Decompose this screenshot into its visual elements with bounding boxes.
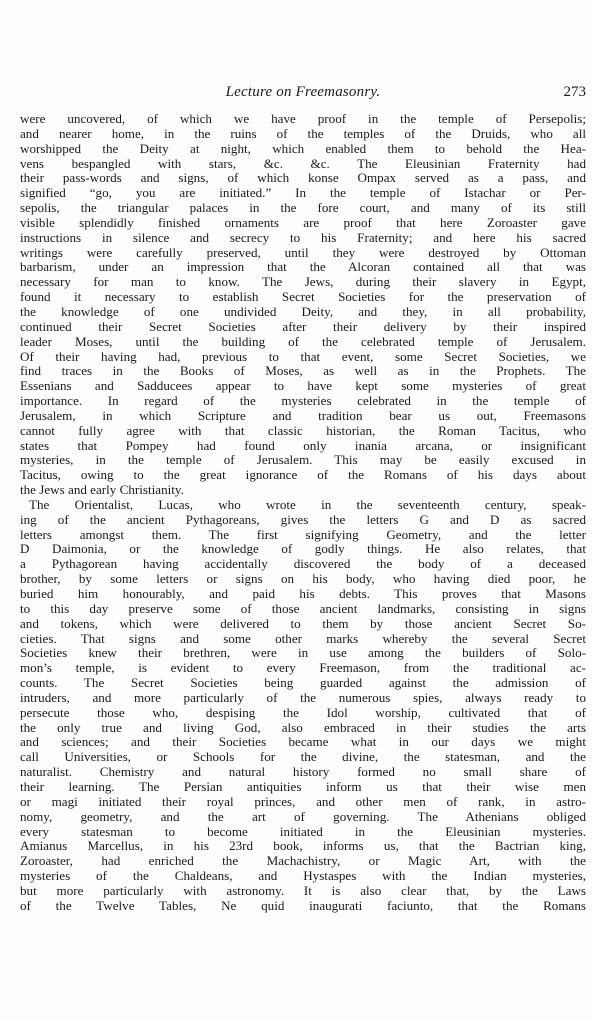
text-line: letters amongst them. The first signifying Geometry, and the letter	[20, 527, 586, 542]
paragraph-start-line: The Orientalist, Lucas, who wrote in the seventeenth century, speak-	[29, 497, 586, 512]
text-line: visible splendidly finished ornaments are proof that here Zoroaster gave	[20, 215, 586, 230]
text-line: find traces in the Books of Moses, as well as in the Prophets. The	[20, 364, 586, 379]
text-line: necessary for man to know. The Jews, during their slavery in Egypt,	[20, 275, 586, 290]
text-line: continued their Secret Societies after their delivery by their inspired	[20, 319, 586, 334]
text-line: cannot fully agree with that classic historian, the Roman Tacitus, who	[20, 423, 586, 438]
page-number: 273	[563, 84, 586, 100]
text-line: sepolis, the triangular palaces in the fore court, and many of its still	[20, 201, 586, 216]
text-line: instructions in silence and secrecy to his Fraternity; and here his sacred	[20, 230, 586, 245]
running-title: Lecture on Freemasonry.	[225, 84, 381, 100]
text-line: intruders, and more particularly of the numerous spies, always ready to	[20, 690, 586, 705]
text-line: call Universities, or Schools for the divine, the statesman, and the	[20, 750, 586, 765]
text-line: D Daimonia, or the knowledge of godly things. He also relates, that	[20, 542, 586, 557]
text-line: of the Twelve Tables, Ne quid inaugurati faciunto, that the Romans	[20, 898, 586, 913]
text-line: counts. The Secret Societies being guarded against the admission of	[20, 676, 586, 691]
body-text	[20, 112, 586, 914]
text-line: to this day preserve some of those ancient landmarks, consisting in signs	[20, 601, 586, 616]
text-line: were uncovered, of which we have proof in the temple of Persepolis;	[20, 112, 586, 126]
text-line: Amianus Marcellus, in his 23rd book, informs us, that the Bactrian king,	[20, 839, 586, 854]
text-line: and sciences; and their Societies became what in our days we might	[20, 735, 586, 750]
text-line: importance. In regard of the mysteries celebrated in the temple of	[20, 394, 586, 409]
text-line: naturalist. Chemistry and natural history formed no small share of	[20, 765, 586, 780]
text-line: the knowledge of one undivided Deity, and they, in all probability,	[20, 304, 586, 319]
text-line: or magi initiated their royal princes, and other men of rank, in astro-	[20, 794, 586, 809]
text-line: barbarism, under an impression that the Alcoran contained all that was	[20, 260, 586, 275]
text-line: but more particularly with astronomy. It is also clear that, by the Laws	[20, 883, 586, 898]
running-head	[20, 84, 586, 104]
text-line: cieties. That signs and some other marks whereby the several Secret	[20, 631, 586, 646]
text-line: Tacitus, owing to the great ignorance of the Romans of his days about	[20, 468, 586, 483]
text-line: signified “go, you are initiated.” In the temple of Istachar or Per-	[20, 186, 586, 201]
text-line: Jerusalem, in which Scripture and tradition bear us out, Freemasons	[20, 408, 586, 423]
text-line: a Pythagorean having accidentally discovered the body of a deceased	[20, 557, 586, 572]
text-line: Essenians and Sadducees appear to have kept some mysteries of great	[20, 379, 586, 394]
text-line: leader Moses, until the building of the celebrated temple of Jerusalem.	[20, 334, 586, 349]
text-line: found it necessary to establish Secret Societies for the preservation of	[20, 290, 586, 305]
text-line: nomy, geometry, and the art of governing. The Athenians obliged	[20, 809, 586, 824]
text-line: and tokens, which were delivered to them by those ancient Secret So-	[20, 616, 586, 631]
text-line: persecute those who, despising the Idol worship, cultivated that of	[20, 705, 586, 720]
text-line: ing of the ancient Pythagoreans, gives the letters G and D as sacred	[20, 512, 586, 527]
text-line: mysteries, in the temple of Jerusalem. This may be easily excused in	[20, 453, 586, 468]
text-line: worshipped the Deity at night, which enabled them to behold the Hea-	[20, 141, 586, 156]
text-line: vens bespangled with stars, &c. &c. The Eleusinian Fraternity had	[20, 156, 586, 171]
text-line: Of their having had, previous to that event, some Secret Societies, we	[20, 349, 586, 364]
text-line: Societies knew their brethren, were in use among the builders of Solo-	[20, 646, 586, 661]
text-line: and nearer home, in the ruins of the temples of the Druids, who all	[20, 126, 586, 141]
text-line: mon’s temple, is evident to every Freemason, from the traditional ac-	[20, 661, 586, 676]
text-line: buried him honourably, and paid his debts. This proves that Masons	[20, 587, 586, 601]
text-line: the only true and living God, also embraced in their studies the arts	[20, 720, 586, 735]
text-line: every statesman to become initiated in the Eleusinian mysteries.	[20, 824, 586, 839]
text-line: Zoroaster, had enriched the Machachistry, or Magic Art, with the	[20, 854, 586, 869]
paragraph-end-line: the Jews and early Christianity.	[20, 483, 184, 498]
text-line: states that Pompey had found only inania arcana, or insignificant	[20, 438, 586, 453]
text-line: brother, by some letters or signs on his body, who having died poor, he	[20, 572, 586, 587]
text-line: their learning. The Persian antiquities inform us that their wise men	[20, 779, 586, 794]
text-line: mysteries of the Chaldeans, and Hystaspes with the Indian mysteries,	[20, 869, 586, 884]
text-line: writings were carefully preserved, until they were destroyed by Ottoman	[20, 245, 586, 260]
text-line: their pass-words and signs, of which konse Ompax served as a pass, and	[20, 171, 586, 186]
